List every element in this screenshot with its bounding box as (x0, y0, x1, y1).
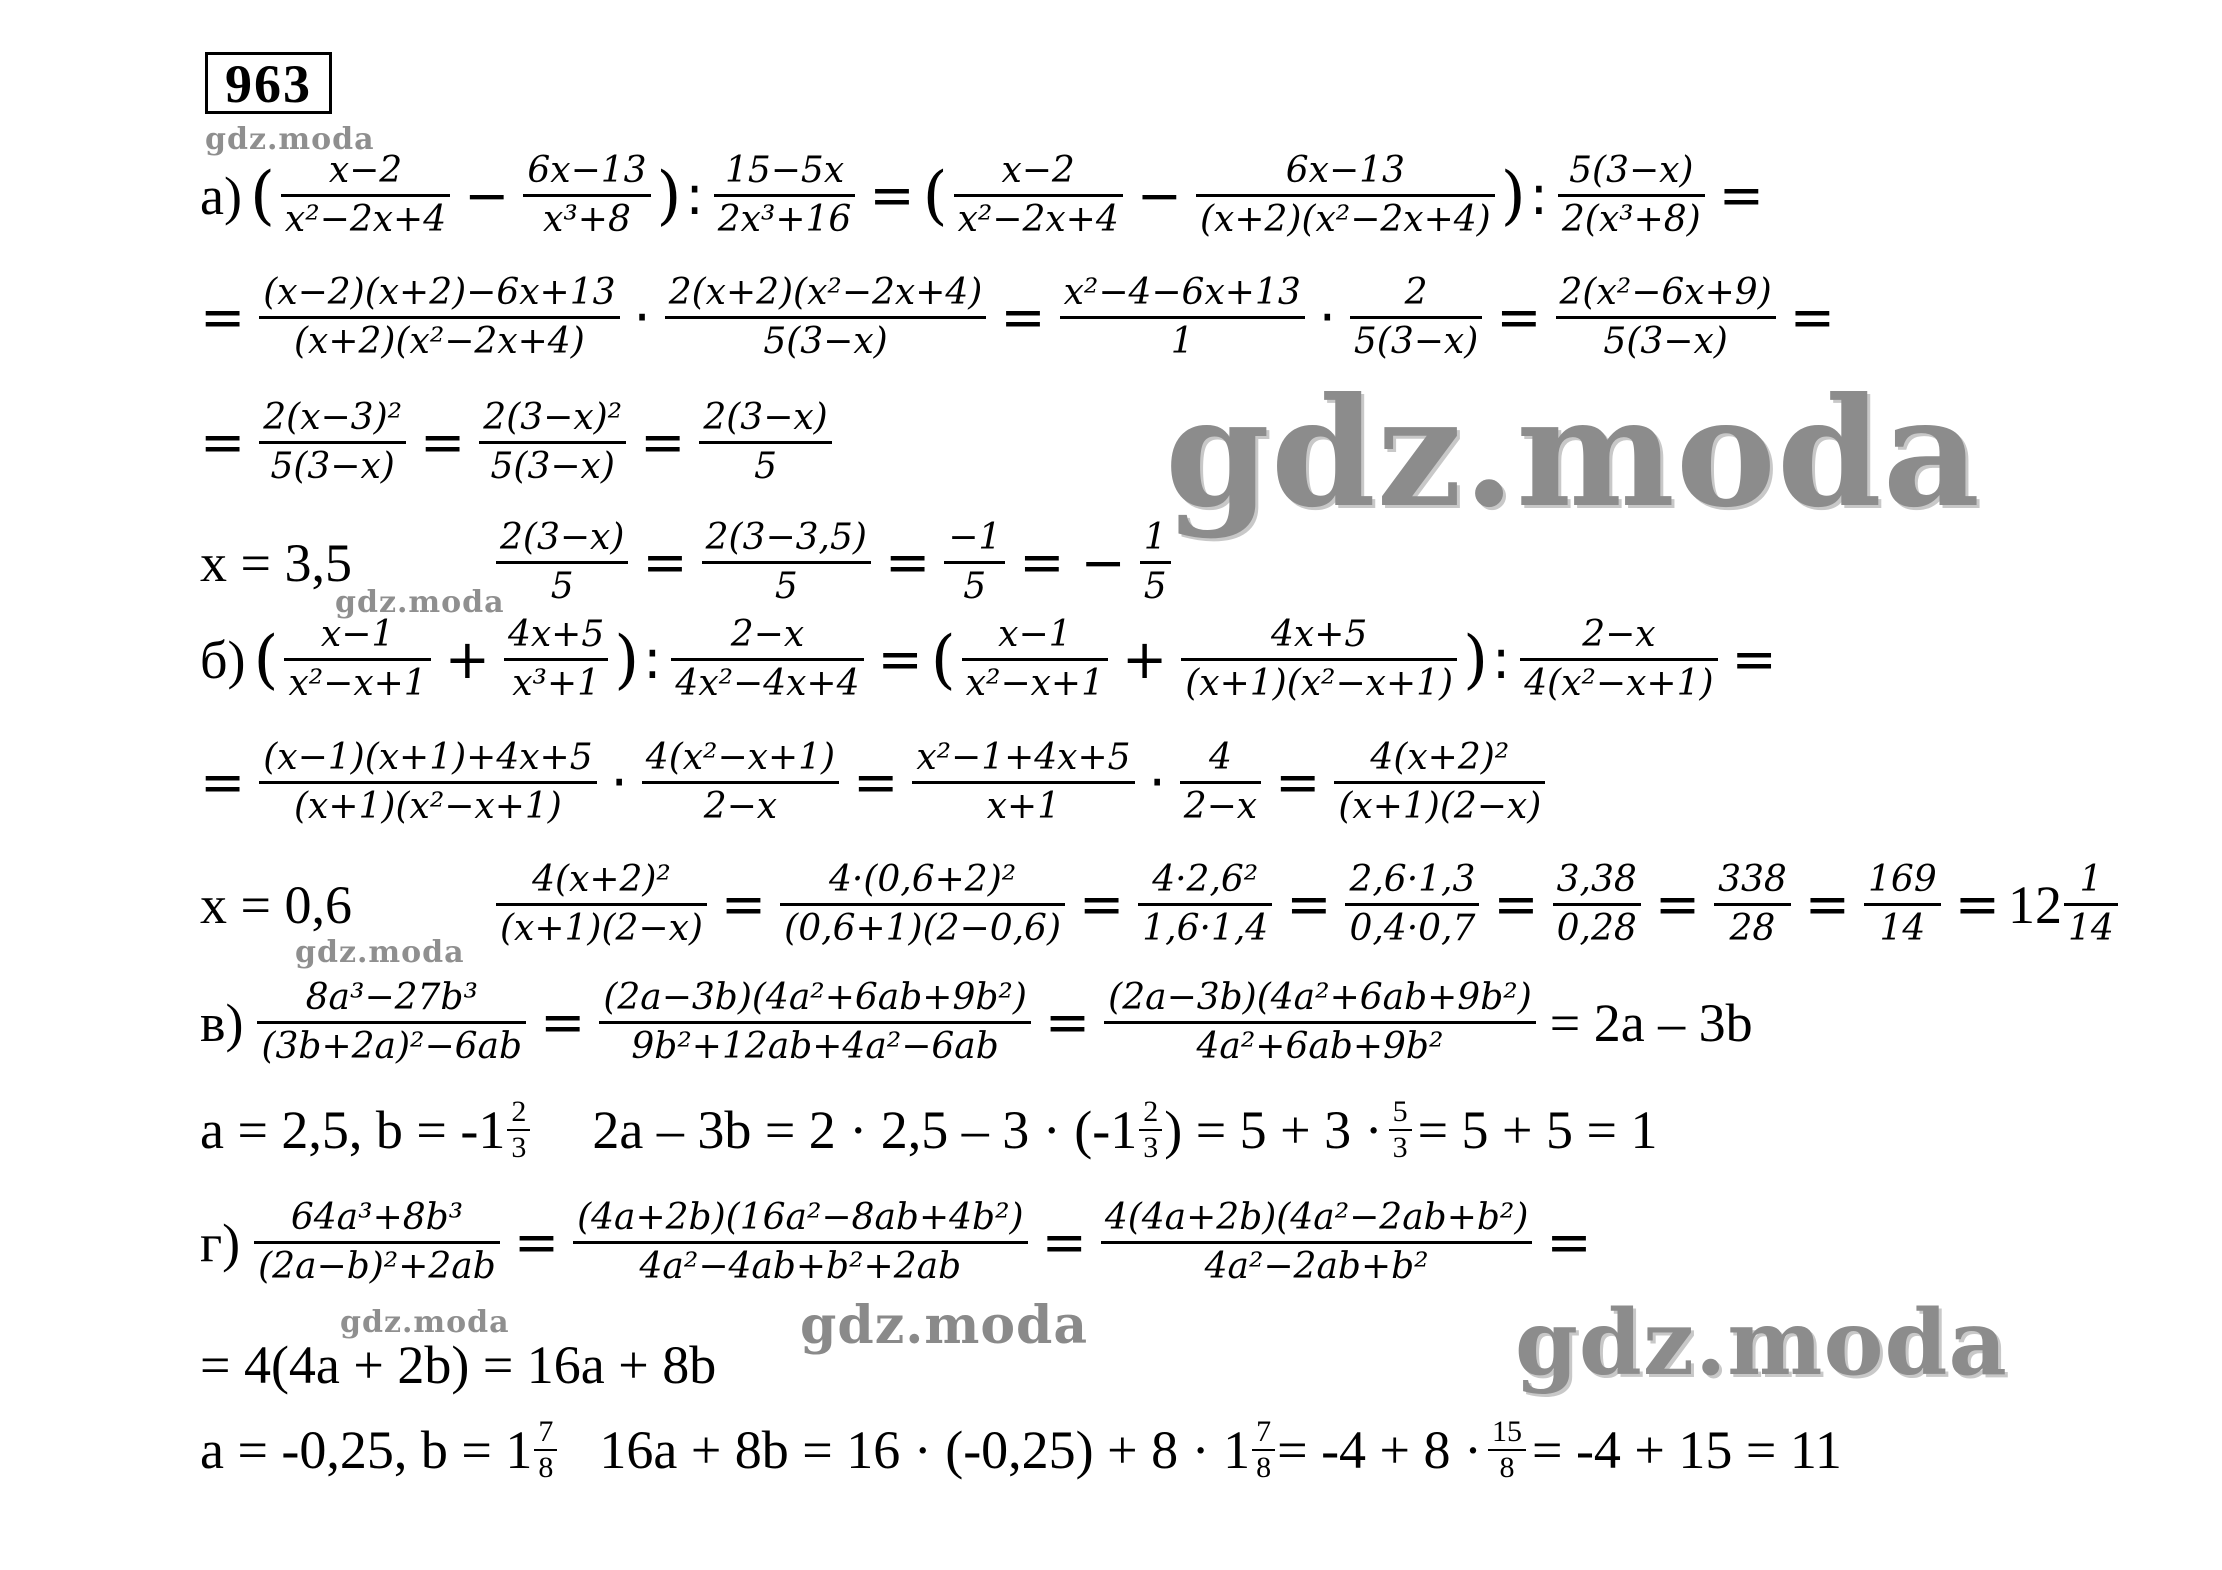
operator: = (513, 1210, 560, 1274)
denominator: 5 (754, 446, 777, 487)
numerator: 2(3−3,5) (705, 517, 867, 558)
parenthesis: ( (253, 622, 279, 697)
operator: − (1136, 163, 1182, 227)
denominator: (3b+2a)²−6ab (261, 1026, 523, 1067)
numerator: 2−x (730, 614, 805, 655)
numerator: 169 (1868, 859, 1937, 900)
numerator: 5(3−x) (1569, 150, 1694, 191)
denominator: 4x²−4x+4 (675, 663, 860, 704)
fraction (504, 612, 608, 707)
part-label: а) (200, 165, 242, 226)
denominator: 14 (2068, 908, 2114, 949)
denominator: (2a−b)²+2ab (258, 1246, 496, 1287)
result: = 4(4a + 2b) = 16a + 8b (200, 1335, 717, 1395)
result: = 2a – 3b (1549, 992, 1753, 1053)
fraction (1558, 148, 1705, 243)
operator: = (1718, 163, 1764, 227)
math-text: 8 (538, 1451, 554, 1484)
operator: + (1122, 627, 1168, 691)
watermark: gdz.moda (1515, 1290, 2008, 1396)
denominator: 5(3−x) (1353, 321, 1479, 362)
numerator: 2 (1404, 272, 1428, 313)
operator: = (1493, 872, 1539, 936)
operator: = (1041, 1210, 1087, 1274)
fraction (1180, 735, 1261, 830)
operator: = (1789, 285, 1835, 349)
denominator: (0,6+1)(2−0,6) (784, 908, 1061, 949)
denominator: x²−x+1 (965, 663, 1104, 704)
math-text: 8 (1256, 1451, 1272, 1484)
denominator: x³+1 (512, 663, 601, 704)
denominator: 5(3−x) (1603, 321, 1728, 362)
fraction (1139, 1095, 1162, 1165)
numerator: (2a−3b)(4a²+6ab+9b²) (1108, 977, 1532, 1018)
denominator: 5 (550, 566, 574, 607)
operator: · (1148, 750, 1166, 814)
denominator: 2−x (1183, 786, 1258, 827)
numerator: 3,38 (1556, 859, 1637, 900)
part-a-line-1 (200, 148, 1772, 243)
operator: = (869, 163, 915, 227)
numerator: x−1 (320, 614, 395, 655)
part-b-line-3 (200, 857, 2124, 952)
numerator: (x−2)(x+2)−6x+13 (263, 272, 616, 313)
fraction (1140, 515, 1171, 610)
math-text: = -4 + 15 = 11 (1531, 1420, 1842, 1480)
numerator: x²−4−6x+13 (1063, 272, 1301, 313)
part-v-line-1 (200, 975, 1753, 1070)
fraction (534, 1415, 557, 1485)
part-b-line-2 (200, 735, 1551, 830)
fraction (714, 148, 856, 243)
fraction (284, 612, 430, 707)
operator: − (464, 163, 510, 227)
denominator: x²−2x+4 (957, 199, 1119, 240)
parenthesis: ( (249, 158, 275, 233)
denominator: 9b²+12ab+4a²−6ab (631, 1026, 999, 1067)
part-a-line-4 (200, 515, 1177, 610)
operator: = (200, 750, 246, 814)
watermark: gdz.moda (340, 1305, 510, 1340)
operator: = (1496, 285, 1542, 349)
fraction (944, 515, 1005, 610)
fraction (2064, 857, 2118, 952)
parenthesis: ) (1500, 158, 1526, 233)
denominator: 1 (1170, 321, 1194, 362)
denominator: x²−2x+4 (284, 199, 447, 240)
calculation: 16a + 8b = 16 · (-0,25) + 8 · 1 (599, 1420, 1251, 1480)
operator: = (1804, 872, 1851, 936)
numerator: 2(3−x)² (483, 397, 623, 438)
denominator: 1,6·1,4 (1142, 908, 1269, 949)
part-a-line-3 (200, 395, 838, 490)
numerator: 64a³+8b³ (290, 1197, 464, 1238)
numerator: x−1 (998, 614, 1072, 655)
part-g-line-2 (200, 1335, 716, 1395)
math-text: 3 (1143, 1131, 1159, 1164)
fraction (507, 1095, 530, 1165)
fraction (1196, 148, 1495, 243)
mixed-whole: 12 (2008, 874, 2062, 935)
fraction (281, 148, 450, 243)
fraction (702, 515, 871, 610)
given-value: a = 2,5, b = -1 (200, 1100, 506, 1160)
fraction (523, 148, 650, 243)
operator: = (1275, 750, 1321, 814)
fraction (259, 395, 406, 490)
fraction (257, 975, 526, 1070)
fraction (1556, 270, 1776, 365)
operator: = (200, 410, 246, 474)
numerator: 4x+5 (507, 614, 605, 655)
math-text: 5 (1392, 1095, 1408, 1128)
operator: = (1286, 872, 1332, 936)
denominator: 4(x²−x+1) (1524, 663, 1714, 704)
numerator: 4·2,6² (1152, 859, 1259, 900)
given-value: a = -0,25, b = 1 (200, 1420, 533, 1480)
numerator: (2a−3b)(4a²+6ab+9b²) (603, 977, 1027, 1018)
math-text: 7 (1256, 1415, 1272, 1448)
fraction (254, 1195, 500, 1290)
numerator: (4a+2b)(16a²−8ab+4b²) (577, 1197, 1024, 1238)
numerator: 4 (1208, 737, 1232, 778)
operator: = (200, 285, 246, 349)
denominator: x+1 (986, 786, 1061, 827)
numerator: 15−5x (724, 150, 845, 191)
fraction (1334, 735, 1545, 830)
denominator: (x+1)(2−x) (500, 908, 703, 949)
math-text: ) = 5 + 3 · (1164, 1100, 1383, 1160)
operator: = (1654, 872, 1701, 936)
numerator: x²−1+4x+5 (916, 737, 1131, 778)
numerator: 4(4a+2b)(4a²−2ab+b²) (1104, 1197, 1529, 1238)
operator: : (685, 163, 704, 227)
numerator: 4(x+2)² (1370, 737, 1510, 778)
math-text: 2 (1143, 1095, 1159, 1128)
math-text: 3 (1392, 1131, 1408, 1164)
denominator: 0,4·0,7 (1349, 908, 1476, 949)
denominator: x²−x+1 (288, 663, 427, 704)
denominator: (x+1)(2−x) (1338, 786, 1542, 827)
numerator: 2(x+2)(x²−2x+4) (668, 272, 983, 313)
parenthesis: ) (614, 622, 640, 697)
watermark: gdz.moda (800, 1295, 1089, 1356)
operator: = (540, 990, 586, 1054)
parenthesis: ( (930, 622, 956, 697)
math-text: = -4 + 8 · (1277, 1420, 1482, 1480)
operator: = (884, 530, 931, 594)
watermark: gdz.moda (205, 122, 375, 157)
denominator: 14 (1879, 908, 1926, 949)
fraction (259, 735, 596, 830)
denominator: (x+1)(x²−x+1) (1185, 663, 1454, 704)
operator: = (420, 410, 466, 474)
numerator: 2−x (1582, 614, 1656, 655)
fraction (1104, 975, 1536, 1070)
fraction (1553, 857, 1641, 952)
part-g-line-3 (200, 1415, 1842, 1485)
numerator: 1 (2079, 859, 2103, 900)
math-text: 7 (538, 1415, 554, 1448)
fraction (780, 857, 1065, 952)
math-text: = 5 + 5 = 1 (1417, 1100, 1658, 1160)
part-label: г) (200, 1212, 241, 1273)
fraction (599, 975, 1031, 1070)
part-a-line-2 (200, 270, 1843, 365)
numerator: 6x−13 (1285, 150, 1405, 191)
numerator: 2(3−x) (500, 517, 625, 558)
fraction (1520, 612, 1717, 707)
operator: : (1492, 627, 1511, 691)
part-label: б) (200, 629, 246, 690)
numerator: 338 (1718, 859, 1787, 900)
math-text: 2 (511, 1095, 527, 1128)
denominator: 0,28 (1556, 908, 1637, 949)
fraction (573, 1195, 1027, 1290)
numerator: x−2 (1001, 150, 1075, 191)
parenthesis: ) (656, 158, 682, 233)
denominator: 28 (1729, 908, 1776, 949)
denominator: 4a²−2ab+b² (1204, 1246, 1429, 1287)
task-number: 963 (205, 52, 332, 114)
fraction (642, 735, 839, 830)
operator: · (610, 750, 628, 814)
numerator: 4(x²−x+1) (645, 737, 836, 778)
numerator: 2(x²−6x+9) (1559, 272, 1772, 313)
fraction (1252, 1415, 1275, 1485)
operator: = (1954, 872, 2000, 936)
operator: = (877, 627, 923, 691)
given-value: x = 3,5 (200, 532, 352, 593)
math-text: 3 (511, 1131, 527, 1164)
fraction (1060, 270, 1305, 365)
denominator: 2x³+16 (717, 199, 852, 240)
numerator: 4·(0,6+2)² (828, 859, 1017, 900)
part-g-line-1 (200, 1195, 1600, 1290)
fraction (671, 612, 863, 707)
operator: = (1079, 872, 1125, 936)
numerator: 2(3−x) (703, 397, 828, 438)
fraction (1181, 612, 1457, 707)
numerator: −1 (948, 517, 1002, 558)
fraction (1138, 857, 1272, 952)
parenthesis: ( (922, 158, 948, 233)
numerator: 4(x+2)² (532, 859, 671, 900)
operator: = (1044, 990, 1091, 1054)
math-text: 8 (1499, 1451, 1515, 1484)
fraction (1389, 1095, 1412, 1165)
denominator: 5 (1143, 566, 1167, 607)
fraction (479, 395, 626, 490)
denominator: 4a²+6ab+9b² (1196, 1026, 1444, 1067)
denominator: 2−x (703, 786, 778, 827)
operator: = (853, 750, 899, 814)
operator: · (633, 285, 651, 349)
operator: = (642, 530, 688, 594)
operator: = (1546, 1210, 1592, 1274)
part-label: в) (200, 992, 244, 1053)
fraction (496, 515, 628, 610)
fraction (1101, 1195, 1533, 1290)
numerator: 2,6·1,3 (1349, 859, 1476, 900)
fraction (1714, 857, 1791, 952)
math-text: 15 (1491, 1415, 1522, 1448)
fraction (665, 270, 987, 365)
operator: = (1000, 285, 1046, 349)
operator: = (1019, 530, 1065, 594)
denominator: 5 (774, 566, 798, 607)
denominator: (x+2)(x²−2x+4) (294, 321, 585, 362)
numerator: x−2 (328, 150, 403, 191)
denominator: (x+2)(x²−2x+4) (1200, 199, 1491, 240)
operator: = (640, 410, 686, 474)
operator: : (643, 627, 662, 691)
watermark: gdz.moda (1165, 365, 1982, 541)
numerator: (x−1)(x+1)+4x+5 (263, 737, 593, 778)
denominator: 4a²−4ab+b²+2ab (639, 1246, 962, 1287)
denominator: 5(3−x) (763, 321, 888, 362)
operator: = (1731, 627, 1777, 691)
fraction (699, 395, 831, 490)
numerator: 6x−13 (527, 150, 647, 191)
fraction (259, 270, 619, 365)
denominator: 5 (963, 566, 987, 607)
fraction (1488, 1415, 1526, 1485)
fraction (1350, 270, 1482, 365)
fraction (962, 612, 1108, 707)
fraction (496, 857, 707, 952)
part-b-line-1 (200, 612, 1785, 707)
operator: = (720, 872, 767, 936)
numerator: 2(x−3)² (263, 397, 403, 438)
watermark: gdz.moda (335, 585, 505, 620)
operator: − (1080, 530, 1126, 594)
denominator: 5(3−x) (490, 446, 615, 487)
denominator: 2(x³+8) (1561, 199, 1701, 240)
numerator: 4x+5 (1271, 614, 1368, 655)
calculation: 2a – 3b = 2 · 2,5 – 3 · (-1 (592, 1100, 1138, 1160)
fraction (1345, 857, 1479, 952)
fraction (954, 148, 1123, 243)
denominator: (x+1)(x²−x+1) (294, 786, 562, 827)
fraction (1864, 857, 1941, 952)
operator: + (444, 627, 490, 691)
part-v-line-2 (200, 1095, 1657, 1165)
numerator: 1 (1143, 517, 1167, 558)
operator: · (1318, 285, 1336, 349)
denominator: 5(3−x) (270, 446, 395, 487)
denominator: x³+8 (543, 199, 631, 240)
fraction (912, 735, 1134, 830)
watermark: gdz.moda (295, 935, 465, 970)
operator: : (1529, 163, 1548, 227)
parenthesis: ) (1463, 622, 1489, 697)
given-value: x = 0,6 (200, 874, 352, 935)
numerator: 8a³−27b³ (305, 977, 478, 1018)
